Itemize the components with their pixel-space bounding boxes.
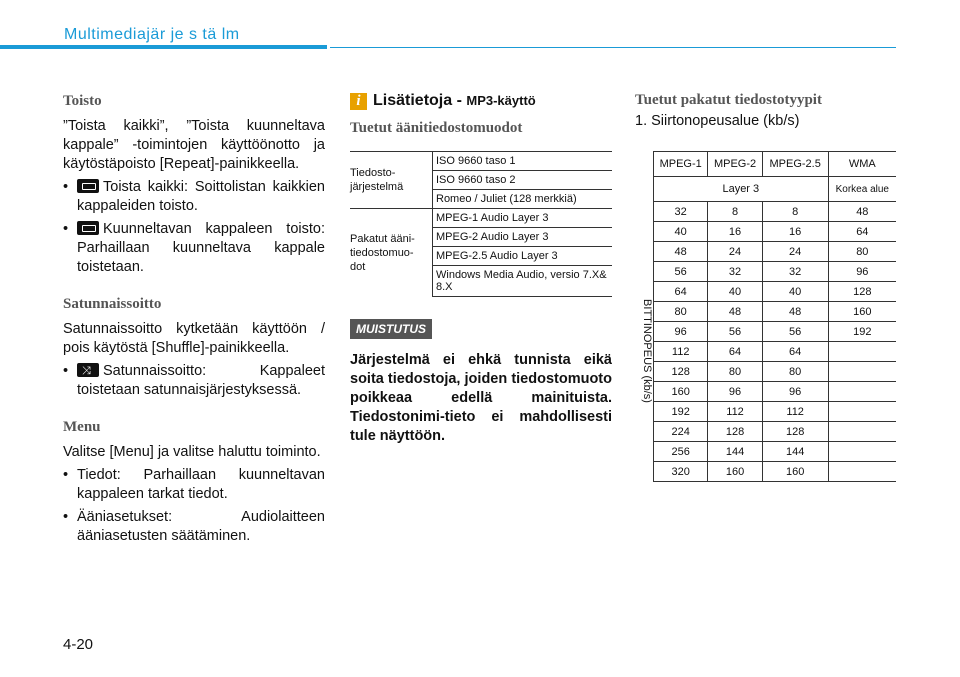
af-item: MPEG-2.5 Audio Layer 3	[433, 247, 613, 266]
header-cell: MPEG-2	[708, 152, 762, 177]
korkea-cell: Korkea alue	[828, 177, 896, 202]
table-cell	[828, 362, 896, 382]
table-cell: 32	[654, 202, 708, 222]
bullet: •	[63, 509, 69, 525]
bullet: •	[63, 179, 69, 195]
table-row	[654, 322, 897, 342]
header-cell: WMA	[828, 152, 896, 177]
note-text: Järjestelmä ei ehkä tunnista eikä soita tiedostoja, joiden tiedostomuoto poikkeaa edellä mainituista. Tiedostonimi-tieto ei mahdollisesti tule näyttöön.	[350, 352, 612, 444]
table-cell: 56	[708, 322, 762, 342]
table-cell: 96	[828, 262, 896, 282]
table-cell: 96	[654, 322, 708, 342]
table-cell: 80	[708, 362, 762, 382]
table-cell: 128	[762, 422, 828, 442]
table-row	[654, 222, 897, 242]
column-middle	[350, 92, 612, 446]
shuffle-heading: Satunnaissoitto	[63, 296, 162, 312]
bullet: •	[63, 467, 69, 483]
table-cell	[828, 342, 896, 362]
section-header-title: Multimediajär je s tä lm	[64, 26, 240, 43]
table-cell: 64	[708, 342, 762, 362]
table-row	[654, 362, 897, 382]
table-row	[654, 242, 897, 262]
table-cell: 80	[762, 362, 828, 382]
bitrate-axis-label: BITTINOPEUS (kb/s)	[641, 299, 653, 403]
table-cell: 112	[654, 342, 708, 362]
af-item: MPEG-1 Audio Layer 3	[433, 209, 613, 228]
table-cell: 128	[708, 422, 762, 442]
table-cell: 8	[708, 202, 762, 222]
table-cell: 56	[762, 322, 828, 342]
table-cell: 40	[762, 282, 828, 302]
table-cell: 64	[762, 342, 828, 362]
layer-cell: Layer 3	[654, 177, 829, 202]
table-cell	[828, 402, 896, 422]
table-row	[654, 262, 897, 282]
table-cell: 320	[654, 462, 708, 482]
formats-table	[350, 151, 612, 297]
table-cell: 16	[708, 222, 762, 242]
table-cell: 144	[708, 442, 762, 462]
table-cell: 8	[762, 202, 828, 222]
shuffle-item	[63, 362, 325, 400]
table-cell: 160	[762, 462, 828, 482]
table-cell: 192	[828, 322, 896, 342]
table-cell: 64	[828, 222, 896, 242]
repeat-one-icon	[77, 221, 99, 235]
table-row	[654, 302, 897, 322]
shuffle-paragraph: Satunnaissoitto kytketään käyttöön / pois käytöstä [Shuffle]-painikkeella.	[63, 321, 325, 356]
table-row	[654, 422, 897, 442]
table-cell: 112	[708, 402, 762, 422]
table-cell: 128	[828, 282, 896, 302]
repeat-heading: Toisto	[63, 93, 102, 109]
table-cell: 56	[654, 262, 708, 282]
table-row	[654, 342, 897, 362]
table-cell: 48	[708, 302, 762, 322]
repeat-one-item	[63, 220, 325, 277]
bitrate-table	[653, 151, 896, 482]
repeat-all-icon	[77, 179, 99, 193]
table-cell: 160	[654, 382, 708, 402]
fs-item: ISO 9660 taso 1	[433, 152, 613, 171]
af-label: Pakatut ääni- tiedostomuo- dot	[350, 209, 433, 297]
header-line	[330, 47, 896, 48]
table-cell: 224	[654, 422, 708, 442]
table-cell: 256	[654, 442, 708, 462]
repeat-one-text: Kuunneltavan kappaleen toisto: Parhaillaan kuunneltava kappale toistetaan.	[77, 221, 325, 275]
table-row	[654, 202, 897, 222]
repeat-paragraph: ”Toista kaikki”, ”Toista kuunneltava kappale” -toimintojen käyttöönotto ja käytöstäpoisto [Repeat]-painikkeella.	[63, 118, 325, 172]
menu-paragraph: Valitse [Menu] ja valitse haluttu toiminto.	[63, 444, 321, 460]
shuffle-icon	[77, 363, 99, 377]
note-tag: MUISTUTUS	[350, 319, 432, 339]
table-cell	[828, 442, 896, 462]
table-row	[654, 442, 897, 462]
table-cell: 32	[708, 262, 762, 282]
bitrate-subtitle: 1. Siirtonopeusalue (kb/s)	[635, 113, 800, 129]
column-left	[63, 92, 325, 550]
table-cell	[828, 382, 896, 402]
table-cell: 48	[828, 202, 896, 222]
table-cell: 24	[762, 242, 828, 262]
table-cell: 80	[654, 302, 708, 322]
table-cell	[828, 422, 896, 442]
menu-info-item	[63, 466, 325, 504]
table-cell: 128	[654, 362, 708, 382]
column-right	[635, 92, 897, 482]
table-cell: 48	[654, 242, 708, 262]
table-cell: 32	[762, 262, 828, 282]
table-cell: 112	[762, 402, 828, 422]
table-cell: 96	[708, 382, 762, 402]
repeat-all-text: Toista kaikki: Soittolistan kaikkien kappaleiden toisto.	[77, 179, 325, 214]
info-icon: i	[350, 93, 367, 110]
table-cell: 192	[654, 402, 708, 422]
bitrate-table-wrap	[635, 151, 897, 482]
table-cell: 40	[708, 282, 762, 302]
table-row	[654, 282, 897, 302]
bullet: •	[63, 221, 69, 237]
table-cell: 96	[762, 382, 828, 402]
fs-item: ISO 9660 taso 2	[433, 171, 613, 190]
fs-item: Romeo / Juliet (128 merkkiä)	[433, 190, 613, 209]
header-bar	[0, 45, 327, 49]
table-cell	[828, 462, 896, 482]
info-heading	[350, 92, 612, 110]
table-cell: 160	[708, 462, 762, 482]
menu-sound-item	[63, 508, 325, 546]
table-cell: 144	[762, 442, 828, 462]
af-item: MPEG-2 Audio Layer 3	[433, 228, 613, 247]
menu-info-text: Tiedot: Parhaillaan kuunneltavan kappaleen tarkat tiedot.	[77, 467, 325, 502]
header-cell: MPEG-1	[654, 152, 708, 177]
table-cell: 64	[654, 282, 708, 302]
supported-types-heading: Tuetut pakatut tiedostotyypit	[635, 92, 822, 108]
table-cell: 40	[654, 222, 708, 242]
table-row	[654, 382, 897, 402]
table-cell: 48	[762, 302, 828, 322]
table-row	[654, 402, 897, 422]
menu-sound-text: Ääniasetukset: Audiolaitteen ääniasetusten säätäminen.	[77, 509, 325, 544]
table-cell: 24	[708, 242, 762, 262]
formats-heading: Tuetut äänitiedostomuodot	[350, 120, 523, 136]
header-cell: MPEG-2.5	[762, 152, 828, 177]
fs-label: Tiedosto- järjestelmä	[350, 152, 433, 209]
menu-heading: Menu	[63, 419, 101, 435]
table-cell: 16	[762, 222, 828, 242]
info-title: Lisätietoja - MP3-käyttö	[373, 92, 536, 109]
table-cell: 80	[828, 242, 896, 262]
table-row	[654, 462, 897, 482]
shuffle-text: Satunnaissoitto: Kappaleet toistetaan satunnaisjärjestyksessä.	[77, 363, 325, 398]
bullet: •	[63, 363, 69, 379]
repeat-all-item	[63, 178, 325, 216]
af-item: Windows Media Audio, versio 7.X& 8.X	[433, 266, 613, 297]
page-number: 4-20	[63, 636, 94, 653]
table-cell: 160	[828, 302, 896, 322]
